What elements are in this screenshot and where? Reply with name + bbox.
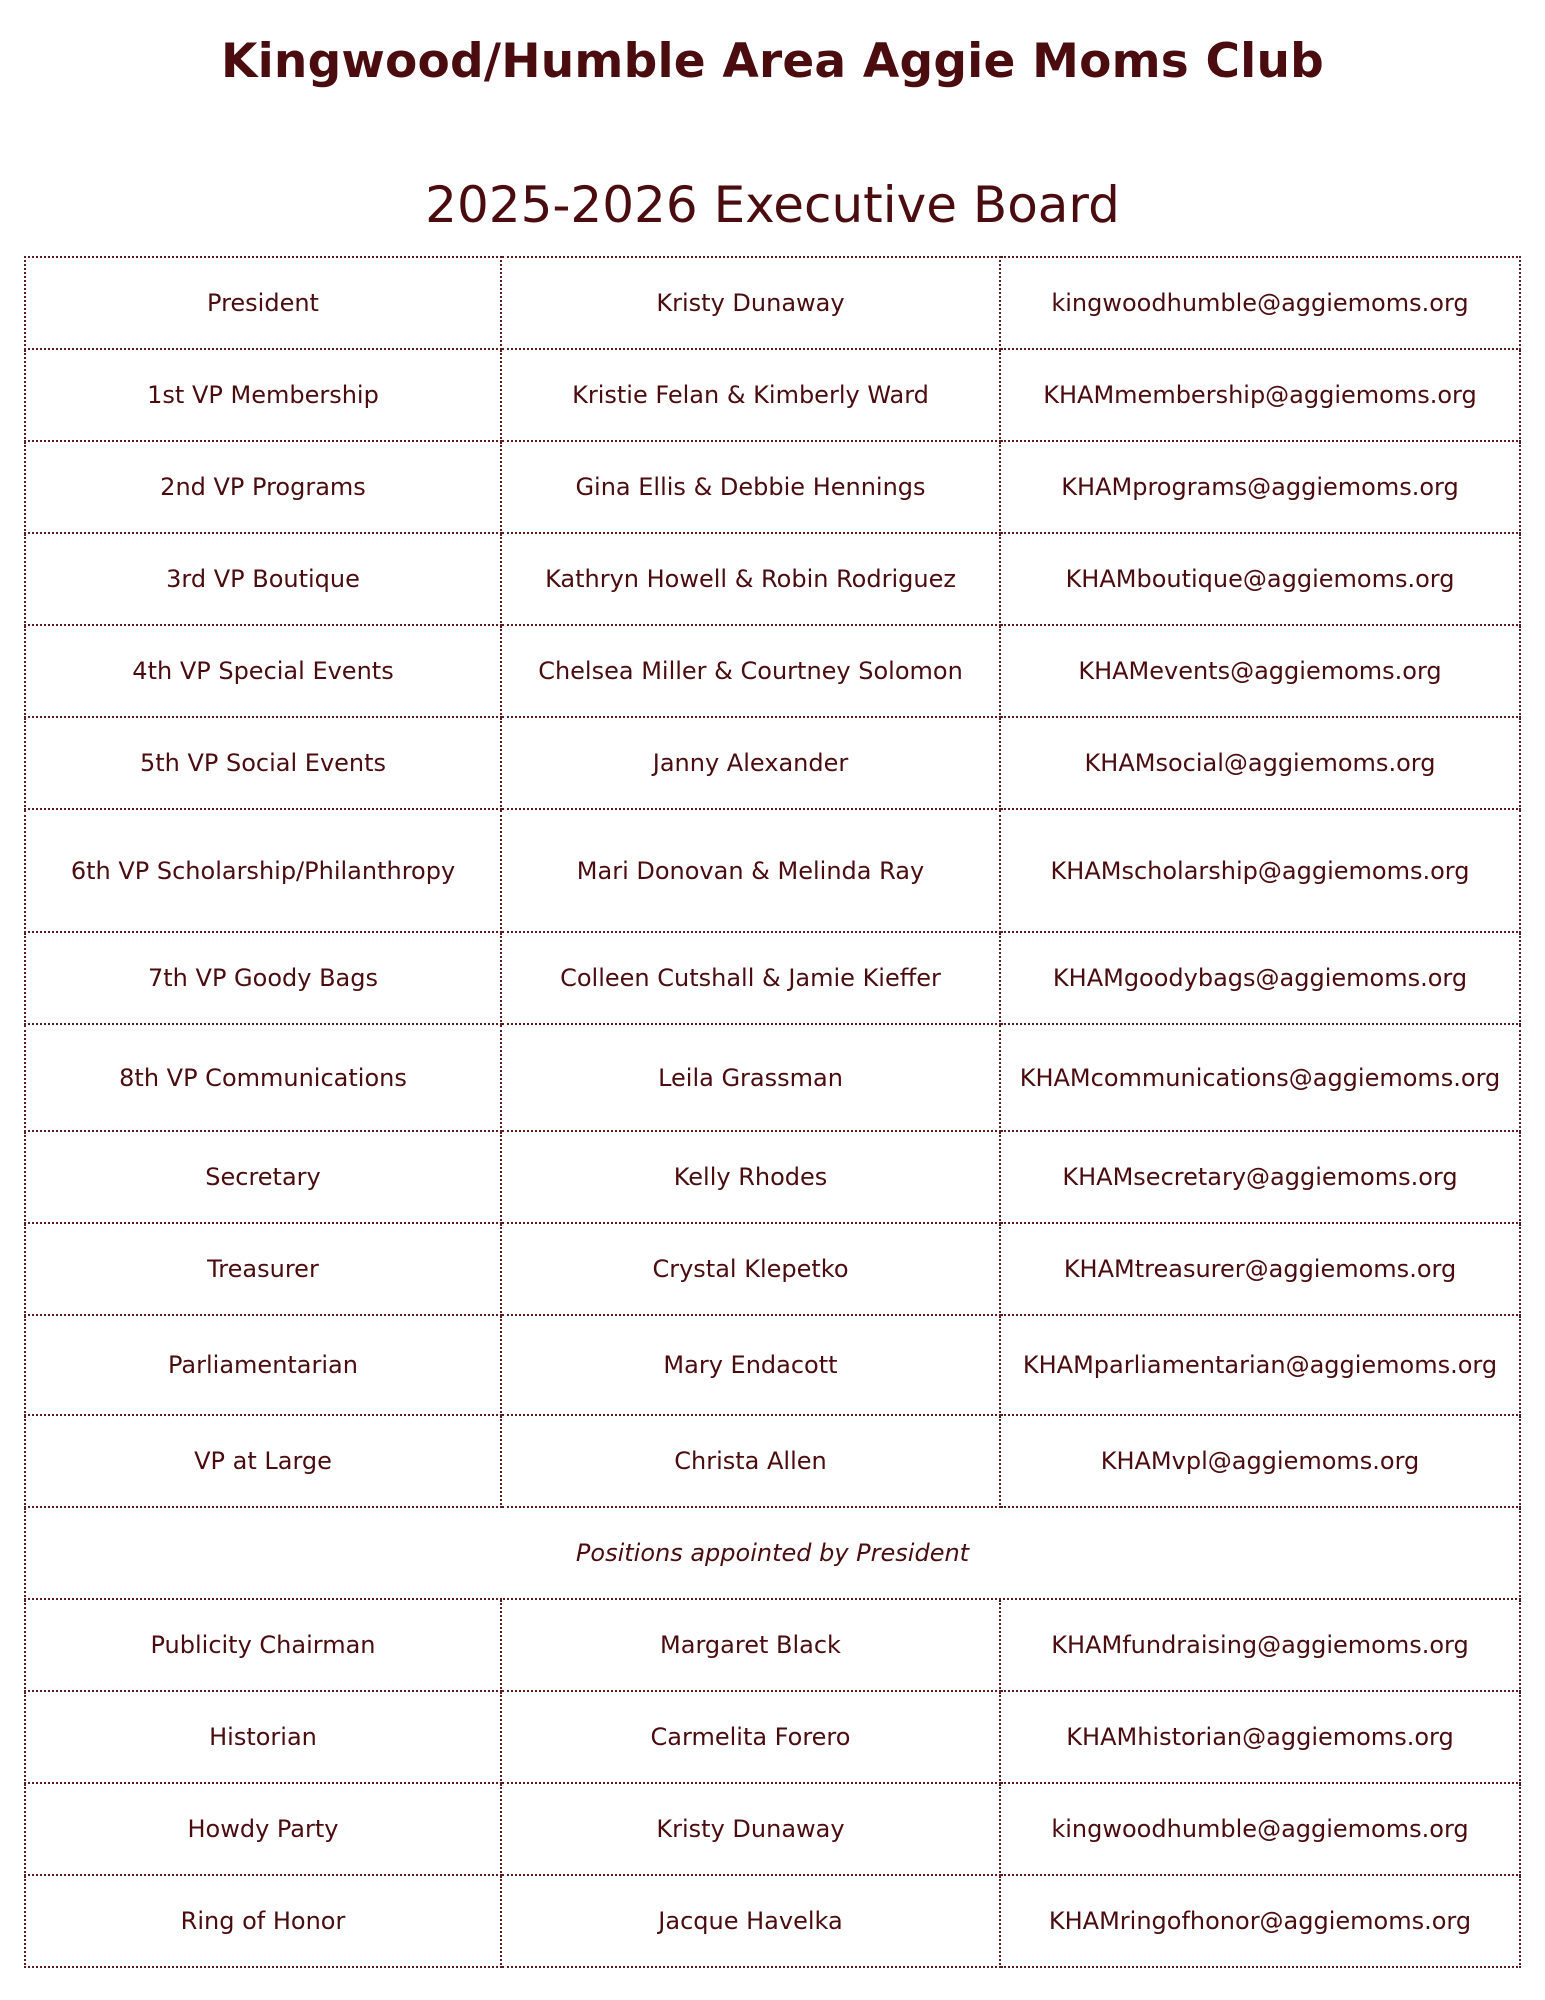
table-row [25, 1783, 1520, 1875]
table-row [25, 1315, 1520, 1415]
table-row [25, 349, 1520, 441]
table-row [25, 717, 1520, 809]
club-title: Kingwood/Humble Area Aggie Moms Club [220, 34, 1324, 89]
email-cell: KHAMparliamentarian@aggiemoms.org [1000, 1315, 1520, 1415]
email-cell: KHAMscholarship@aggiemoms.org [1000, 809, 1520, 932]
position-cell: VP at Large [25, 1415, 501, 1507]
email-cell: KHAMtreasurer@aggiemoms.org [1000, 1223, 1520, 1315]
board-table-body [25, 257, 1520, 1967]
name-cell: Margaret Black [501, 1599, 1000, 1691]
table-row [25, 932, 1520, 1024]
appointed-section-label: Positions appointed by President [25, 1507, 1520, 1599]
position-cell: President [25, 257, 501, 349]
name-cell: Colleen Cutshall & Jamie Kieffer [501, 932, 1000, 1024]
name-cell: Christa Allen [501, 1415, 1000, 1507]
position-cell: 6th VP Scholarship/Philanthropy [25, 809, 501, 932]
executive-board-table [24, 256, 1521, 1968]
name-cell: Kathryn Howell & Robin Rodriguez [501, 533, 1000, 625]
appointed-section-row [25, 1507, 1520, 1599]
name-cell: Jacque Havelka [501, 1875, 1000, 1967]
email-cell: KHAMvpl@aggiemoms.org [1000, 1415, 1520, 1507]
name-cell: Kelly Rhodes [501, 1131, 1000, 1223]
name-cell: Crystal Klepetko [501, 1223, 1000, 1315]
table-row [25, 1024, 1520, 1131]
email-cell: KHAMsocial@aggiemoms.org [1000, 717, 1520, 809]
email-cell: kingwoodhumble@aggiemoms.org [1000, 1783, 1520, 1875]
position-cell: Historian [25, 1691, 501, 1783]
position-cell: 7th VP Goody Bags [25, 932, 501, 1024]
email-cell: KHAMhistorian@aggiemoms.org [1000, 1691, 1520, 1783]
email-cell: KHAMcommunications@aggiemoms.org [1000, 1024, 1520, 1131]
name-cell: Mary Endacott [501, 1315, 1000, 1415]
email-cell: KHAMringofhonor@aggiemoms.org [1000, 1875, 1520, 1967]
position-cell: 1st VP Membership [25, 349, 501, 441]
email-cell: KHAMprograms@aggiemoms.org [1000, 441, 1520, 533]
position-cell: Parliamentarian [25, 1315, 501, 1415]
position-cell: 8th VP Communications [25, 1024, 501, 1131]
name-cell: Mari Donovan & Melinda Ray [501, 809, 1000, 932]
table-row [25, 1875, 1520, 1967]
table-row [25, 1223, 1520, 1315]
table-row [25, 625, 1520, 717]
name-cell: Kristy Dunaway [501, 1783, 1000, 1875]
email-cell: KHAMboutique@aggiemoms.org [1000, 533, 1520, 625]
position-cell: 2nd VP Programs [25, 441, 501, 533]
name-cell: Gina Ellis & Debbie Hennings [501, 441, 1000, 533]
name-cell: Chelsea Miller & Courtney Solomon [501, 625, 1000, 717]
table-row [25, 533, 1520, 625]
name-cell: Leila Grassman [501, 1024, 1000, 1131]
email-cell: kingwoodhumble@aggiemoms.org [1000, 257, 1520, 349]
table-row [25, 257, 1520, 349]
name-cell: Kristy Dunaway [501, 257, 1000, 349]
name-cell: Kristie Felan & Kimberly Ward [501, 349, 1000, 441]
position-cell: Ring of Honor [25, 1875, 501, 1967]
board-title: 2025-2026 Executive Board [425, 176, 1120, 234]
position-cell: 3rd VP Boutique [25, 533, 501, 625]
email-cell: KHAMfundraising@aggiemoms.org [1000, 1599, 1520, 1691]
email-cell: KHAMgoodybags@aggiemoms.org [1000, 932, 1520, 1024]
table-row [25, 809, 1520, 932]
email-cell: KHAMmembership@aggiemoms.org [1000, 349, 1520, 441]
table-row [25, 1131, 1520, 1223]
position-cell: Secretary [25, 1131, 501, 1223]
table-row [25, 441, 1520, 533]
table-row [25, 1599, 1520, 1691]
table-row [25, 1691, 1520, 1783]
position-cell: Treasurer [25, 1223, 501, 1315]
email-cell: KHAMevents@aggiemoms.org [1000, 625, 1520, 717]
name-cell: Janny Alexander [501, 717, 1000, 809]
table-row [25, 1415, 1520, 1507]
position-cell: 4th VP Special Events [25, 625, 501, 717]
position-cell: Publicity Chairman [25, 1599, 501, 1691]
position-cell: 5th VP Social Events [25, 717, 501, 809]
email-cell: KHAMsecretary@aggiemoms.org [1000, 1131, 1520, 1223]
name-cell: Carmelita Forero [501, 1691, 1000, 1783]
position-cell: Howdy Party [25, 1783, 501, 1875]
